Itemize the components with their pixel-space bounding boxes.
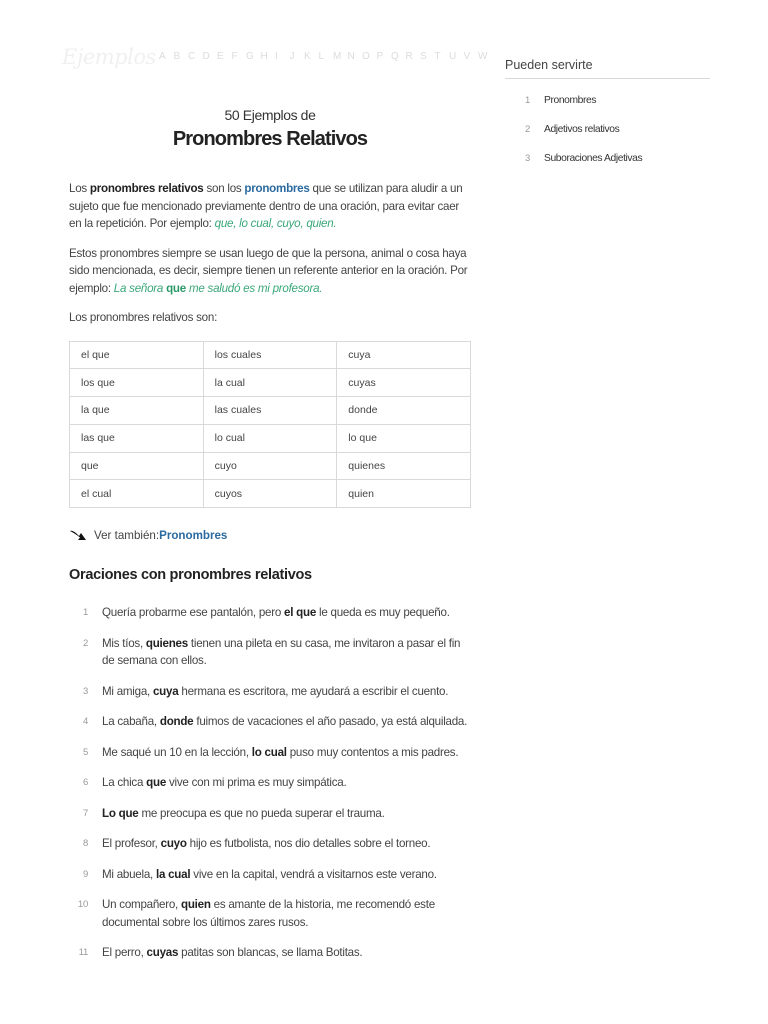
example-text bbox=[102, 683, 471, 701]
alphabet-letter-f[interactable]: F bbox=[231, 51, 238, 62]
alphabet-letter-r[interactable]: R bbox=[405, 51, 413, 62]
table-cell: el que bbox=[70, 341, 204, 369]
alphabet-letter-e[interactable]: E bbox=[217, 51, 224, 62]
table-cell: lo cual bbox=[203, 424, 337, 452]
example-text bbox=[102, 835, 471, 853]
example-pronoun: donde bbox=[159, 715, 194, 729]
sidebar-item-suboraciones-adjetivas[interactable] bbox=[505, 153, 710, 182]
table-cell: las cuales bbox=[203, 397, 337, 425]
list-item bbox=[69, 896, 471, 931]
example-post: patitas son blancas, se llama Botitas. bbox=[178, 946, 363, 960]
example-number: 6 bbox=[82, 777, 88, 789]
table-row bbox=[70, 397, 471, 425]
example-number: 10 bbox=[77, 899, 88, 911]
para2-example-end: me saludó es mi profesora. bbox=[185, 281, 323, 295]
alphabet-letter-v[interactable]: V bbox=[463, 51, 471, 62]
example-pre: El profesor, bbox=[102, 837, 161, 851]
intro-text-1: Los bbox=[69, 182, 90, 195]
pronouns-table bbox=[69, 341, 471, 509]
alphabet-letter-m[interactable]: M bbox=[333, 51, 342, 62]
alphabet-letter-n[interactable]: N bbox=[347, 51, 355, 62]
alphabet-letter-l[interactable]: L bbox=[318, 51, 325, 62]
list-item bbox=[69, 713, 471, 731]
alphabet-letter-j[interactable]: J bbox=[289, 51, 295, 62]
list-item bbox=[69, 805, 471, 823]
example-text bbox=[102, 774, 471, 792]
example-pre: La cabaña, bbox=[102, 715, 160, 729]
see-also-link[interactable]: Pronombres bbox=[159, 528, 228, 542]
example-post: vive en la capital, vendrá a visitarnos este verano. bbox=[190, 867, 437, 881]
site-logo[interactable]: Ejemplos bbox=[62, 45, 156, 69]
sidebar-item-label: Suboraciones Adjetivas bbox=[544, 153, 643, 164]
table-cell: los que bbox=[70, 369, 204, 397]
intro-example: que, lo cual, cuyo, quien. bbox=[214, 217, 337, 230]
table-cell: la cual bbox=[203, 369, 337, 397]
table-cell: la que bbox=[70, 397, 204, 425]
see-also bbox=[69, 528, 471, 542]
section-title: Oraciones con pronombres relativos bbox=[69, 567, 312, 584]
example-post: hijo es futbolista, nos dio detalles sobre el torneo. bbox=[186, 837, 431, 851]
example-pre: Un compañero, bbox=[102, 898, 181, 912]
table-cell: quien bbox=[337, 480, 471, 508]
alphabet-letter-p[interactable]: P bbox=[376, 51, 384, 62]
example-text bbox=[102, 744, 471, 762]
example-number: 11 bbox=[78, 947, 88, 959]
table-row bbox=[70, 424, 471, 452]
example-number: 4 bbox=[82, 716, 88, 728]
sidebar-item-number: 3 bbox=[525, 153, 530, 164]
alphabet-letter-q[interactable]: Q bbox=[391, 51, 399, 62]
arrow-right-icon bbox=[69, 528, 87, 542]
pronombres-link[interactable]: pronombres bbox=[244, 182, 310, 195]
table-cell: los cuales bbox=[203, 341, 337, 369]
example-post: fuimos de vacaciones el año pasado, ya está alquilada. bbox=[193, 715, 468, 729]
example-number: 8 bbox=[82, 838, 88, 850]
list-item bbox=[69, 744, 471, 762]
list-intro: Los pronombres relativos son: bbox=[69, 311, 218, 324]
example-post: tienen una pileta en su casa, me invitaron a pasar el fin de semana con ellos. bbox=[102, 636, 461, 668]
table-row bbox=[70, 480, 471, 508]
sidebar-item-label: Adjetivos relativos bbox=[544, 124, 620, 135]
alphabet-index bbox=[159, 51, 493, 62]
list-item bbox=[69, 774, 471, 792]
para2-example-start: La señora bbox=[113, 281, 167, 295]
alphabet-letter-w[interactable]: W bbox=[478, 51, 488, 62]
see-also-label: Ver también: bbox=[94, 528, 160, 542]
table-cell: cuyos bbox=[203, 480, 337, 508]
example-text bbox=[102, 866, 471, 884]
intro-text-2: son los bbox=[203, 182, 245, 195]
example-pronoun: el que bbox=[284, 606, 317, 620]
alphabet-letter-i[interactable]: I bbox=[275, 51, 278, 62]
example-text bbox=[102, 896, 471, 931]
alphabet-letter-t[interactable]: T bbox=[434, 51, 441, 62]
list-item bbox=[69, 944, 471, 962]
table-cell: quienes bbox=[337, 452, 471, 480]
list-item bbox=[69, 604, 471, 622]
example-number: 5 bbox=[82, 746, 88, 758]
alphabet-letter-a[interactable]: A bbox=[159, 51, 166, 62]
sidebar-item-number: 1 bbox=[525, 95, 530, 106]
example-post: le queda es muy pequeño. bbox=[316, 606, 450, 620]
example-number: 7 bbox=[82, 807, 88, 819]
para2-text: Estos pronombres siempre se usan luego de que la persona, animal o cosa haya sido mencionada, es decir, siempre tienen un referente anterior en la oración. Por ejemplo: bbox=[69, 246, 468, 295]
example-post: es amante de la historia, me recomendó este documental sobre los últimos zares rusos. bbox=[102, 898, 435, 929]
example-number: 9 bbox=[82, 868, 88, 880]
table-cell: que bbox=[70, 452, 204, 480]
alphabet-letter-o[interactable]: O bbox=[362, 51, 370, 62]
table-cell: las que bbox=[70, 424, 204, 452]
list-item bbox=[69, 683, 471, 701]
example-number: 1 bbox=[82, 607, 88, 619]
alphabet-letter-d[interactable]: D bbox=[202, 51, 210, 62]
example-text bbox=[102, 635, 471, 670]
alphabet-letter-b[interactable]: B bbox=[173, 51, 181, 62]
table-cell: el cual bbox=[70, 480, 204, 508]
example-pronoun: Lo que bbox=[102, 806, 139, 820]
second-paragraph bbox=[69, 245, 471, 298]
example-pre: El perro, bbox=[102, 946, 147, 960]
table-cell: donde bbox=[337, 397, 471, 425]
example-number: 2 bbox=[82, 637, 88, 649]
example-pre: La chica bbox=[102, 776, 147, 790]
sidebar-item-adjetivos-relativos[interactable] bbox=[505, 124, 710, 153]
example-pre: Me saqué un 10 en la lección, bbox=[102, 745, 252, 759]
example-pronoun: cuya bbox=[152, 684, 179, 698]
example-pronoun: la cual bbox=[155, 867, 191, 881]
intro-paragraph bbox=[69, 180, 471, 233]
example-pronoun: cuyo bbox=[160, 837, 187, 851]
example-pronoun: cuyas bbox=[146, 946, 179, 960]
article bbox=[69, 100, 471, 975]
example-text bbox=[102, 604, 471, 622]
example-pronoun: que bbox=[146, 776, 167, 790]
list-item bbox=[69, 866, 471, 884]
example-text bbox=[102, 944, 471, 962]
intro-text-3: que se utilizan para aludir a un sujeto que fue mencionado previamente dentro de una oración, para evitar caer en la repetición. Por ejemplo: bbox=[69, 182, 463, 230]
table-row bbox=[70, 452, 471, 480]
intro-bold-term: pronombres relativos bbox=[89, 182, 204, 195]
sidebar-item-pronombres[interactable] bbox=[505, 95, 710, 124]
alphabet-letter-s[interactable]: S bbox=[420, 51, 427, 62]
sidebar-item-number: 2 bbox=[525, 124, 530, 135]
sidebar-list bbox=[505, 95, 710, 182]
alphabet-letter-h[interactable]: H bbox=[260, 51, 268, 62]
alphabet-letter-c[interactable]: C bbox=[188, 51, 196, 62]
example-post: hermana es escritora, me ayudará a escribir el cuento. bbox=[178, 684, 449, 698]
para2-example-bold: que bbox=[166, 281, 186, 295]
sidebar-item-label: Pronombres bbox=[544, 95, 597, 106]
sidebar bbox=[505, 58, 710, 182]
example-post: vive con mi prima es muy simpática. bbox=[166, 776, 347, 790]
examples-list bbox=[69, 604, 471, 962]
table-cell: cuyo bbox=[203, 452, 337, 480]
example-pre: Mi abuela, bbox=[102, 867, 156, 881]
alphabet-letter-g[interactable]: G bbox=[246, 51, 254, 62]
example-pre: Mi amiga, bbox=[102, 684, 153, 698]
example-pre: Mis tíos, bbox=[102, 636, 146, 650]
alphabet-letter-k[interactable]: K bbox=[304, 51, 311, 62]
page-title: Pronombres Relativos bbox=[172, 128, 368, 150]
example-text bbox=[102, 805, 471, 823]
example-pronoun: quienes bbox=[145, 636, 188, 650]
article-supertitle: 50 Ejemplos de bbox=[224, 107, 316, 123]
example-pronoun: quien bbox=[181, 898, 211, 912]
list-item bbox=[69, 635, 471, 670]
table-cell: cuyas bbox=[337, 369, 471, 397]
list-item bbox=[69, 835, 471, 853]
table-row bbox=[70, 341, 471, 369]
alphabet-letter-u[interactable]: U bbox=[449, 51, 457, 62]
example-pre: Quería probarme ese pantalón, pero bbox=[102, 606, 285, 620]
example-post: me preocupa es que no pueda superar el trauma. bbox=[138, 806, 385, 820]
sidebar-heading: Pueden servirte bbox=[505, 58, 710, 79]
example-text bbox=[102, 713, 471, 731]
example-post: puso muy contentos a mis padres. bbox=[286, 745, 459, 759]
table-cell: lo que bbox=[337, 424, 471, 452]
example-pronoun: lo cual bbox=[251, 745, 287, 759]
example-number: 3 bbox=[82, 685, 88, 697]
table-row bbox=[70, 369, 471, 397]
table-cell: cuya bbox=[337, 341, 471, 369]
